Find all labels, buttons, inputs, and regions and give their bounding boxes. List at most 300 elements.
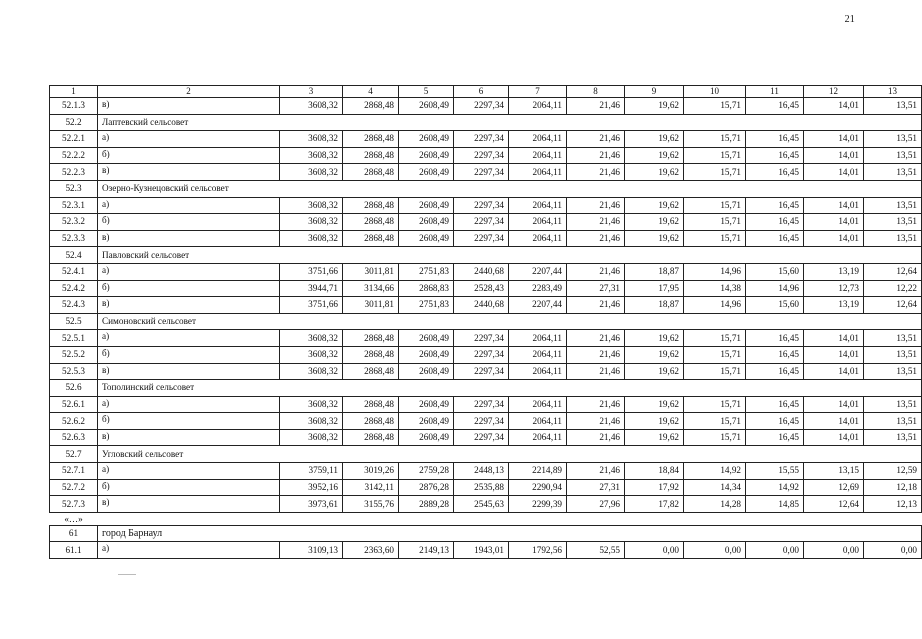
value-cell-col-11: 14,85 [746, 496, 804, 513]
section-row [50, 180, 922, 197]
value-cell-col-3: 3608,32 [280, 396, 343, 413]
value-cell-col-10: 15,71 [684, 363, 746, 380]
row-variant: а) [98, 131, 280, 148]
table-row [50, 131, 922, 148]
value-cell-col-13: 12,64 [864, 263, 922, 280]
table-row [50, 396, 922, 413]
value-cell-col-9: 19,62 [625, 230, 684, 247]
value-cell-col-5: 2876,28 [399, 479, 454, 496]
value-cell-col-5: 2608,49 [399, 396, 454, 413]
value-cell-col-4: 3155,76 [343, 496, 399, 513]
value-cell-col-13: 13,51 [864, 214, 922, 231]
table-row [50, 346, 922, 363]
value-cell-col-8: 21,46 [567, 147, 625, 164]
row-variant: а) [98, 542, 280, 559]
value-cell-col-12: 14,01 [804, 164, 864, 181]
value-cell-col-11: 16,45 [746, 330, 804, 347]
table-row [50, 197, 922, 214]
value-cell-col-12: 14,01 [804, 214, 864, 231]
table-row [50, 147, 922, 164]
value-cell-col-6: 2297,34 [454, 214, 509, 231]
value-cell-col-4: 3011,81 [343, 263, 399, 280]
value-cell-col-9: 17,82 [625, 496, 684, 513]
value-cell-col-11: 14,92 [746, 479, 804, 496]
table-row [50, 230, 922, 247]
row-code: 52.1.3 [50, 98, 98, 115]
section-name: Лаптевский сельсовет [98, 114, 922, 131]
value-cell-col-3: 3952,16 [280, 479, 343, 496]
value-cell-col-8: 21,46 [567, 131, 625, 148]
section-code: 52.2 [50, 114, 98, 131]
value-cell-col-13: 12,18 [864, 479, 922, 496]
value-cell-col-9: 18,87 [625, 263, 684, 280]
value-cell-col-8: 21,46 [567, 429, 625, 446]
value-cell-col-8: 21,46 [567, 363, 625, 380]
value-cell-col-8: 27,96 [567, 496, 625, 513]
tariff-table-container [49, 85, 917, 559]
column-header-10: 10 [684, 86, 746, 98]
value-cell-col-9: 0,00 [625, 542, 684, 559]
value-cell-col-3: 3608,32 [280, 413, 343, 430]
value-cell-col-11: 16,45 [746, 197, 804, 214]
value-cell-col-6: 2297,34 [454, 98, 509, 115]
value-cell-col-9: 19,62 [625, 98, 684, 115]
value-cell-col-6: 1943,01 [454, 542, 509, 559]
value-cell-col-9: 19,62 [625, 413, 684, 430]
value-cell-col-10: 15,71 [684, 214, 746, 231]
value-cell-col-8: 21,46 [567, 413, 625, 430]
row-code: 52.4.3 [50, 297, 98, 314]
value-cell-col-9: 19,62 [625, 429, 684, 446]
value-cell-col-10: 15,71 [684, 164, 746, 181]
value-cell-col-10: 14,96 [684, 297, 746, 314]
row-code: 52.3.2 [50, 214, 98, 231]
value-cell-col-8: 21,46 [567, 263, 625, 280]
value-cell-col-6: 2297,34 [454, 131, 509, 148]
section-code: 52.4 [50, 247, 98, 264]
omission-row [50, 512, 922, 525]
table-header [50, 86, 922, 98]
value-cell-col-12: 14,01 [804, 98, 864, 115]
row-variant: в) [98, 230, 280, 247]
table-row [50, 463, 922, 480]
column-header-1: 1 [50, 86, 98, 98]
value-cell-col-4: 2868,48 [343, 230, 399, 247]
value-cell-col-5: 2751,83 [399, 297, 454, 314]
value-cell-col-13: 13,51 [864, 396, 922, 413]
value-cell-col-13: 13,51 [864, 147, 922, 164]
value-cell-col-12: 13,15 [804, 463, 864, 480]
section-name: Симоновский сельсовет [98, 313, 922, 330]
value-cell-col-9: 19,62 [625, 164, 684, 181]
value-cell-col-7: 2283,49 [509, 280, 567, 297]
row-code: 52.6.3 [50, 429, 98, 446]
value-cell-col-11: 16,45 [746, 147, 804, 164]
value-cell-col-7: 2064,11 [509, 396, 567, 413]
value-cell-col-13: 12,13 [864, 496, 922, 513]
value-cell-col-3: 3608,32 [280, 147, 343, 164]
value-cell-col-4: 3011,81 [343, 297, 399, 314]
value-cell-col-8: 21,46 [567, 214, 625, 231]
row-variant: в) [98, 496, 280, 513]
value-cell-col-3: 3608,32 [280, 346, 343, 363]
value-cell-col-11: 16,45 [746, 230, 804, 247]
column-header-4: 4 [343, 86, 399, 98]
value-cell-col-13: 13,51 [864, 330, 922, 347]
value-cell-col-13: 13,51 [864, 346, 922, 363]
column-header-7: 7 [509, 86, 567, 98]
value-cell-col-10: 15,71 [684, 131, 746, 148]
value-cell-col-8: 21,46 [567, 297, 625, 314]
value-cell-col-10: 14,38 [684, 280, 746, 297]
row-variant: в) [98, 429, 280, 446]
omission-marker: «…» [64, 513, 83, 524]
row-variant: б) [98, 413, 280, 430]
value-cell-col-11: 0,00 [746, 542, 804, 559]
value-cell-col-5: 2759,28 [399, 463, 454, 480]
value-cell-col-12: 14,01 [804, 396, 864, 413]
row-code: 52.5.3 [50, 363, 98, 380]
value-cell-col-10: 15,71 [684, 396, 746, 413]
row-code: 52.5.2 [50, 346, 98, 363]
row-code: 52.2.3 [50, 164, 98, 181]
value-cell-col-11: 16,45 [746, 131, 804, 148]
value-cell-col-9: 19,62 [625, 363, 684, 380]
row-code: 52.4.1 [50, 263, 98, 280]
value-cell-col-7: 2064,11 [509, 164, 567, 181]
value-cell-col-8: 21,46 [567, 230, 625, 247]
value-cell-col-4: 2868,48 [343, 330, 399, 347]
column-header-3: 3 [280, 86, 343, 98]
value-cell-col-7: 2064,11 [509, 230, 567, 247]
value-cell-col-5: 2889,28 [399, 496, 454, 513]
value-cell-col-7: 2064,11 [509, 413, 567, 430]
section-row [50, 114, 922, 131]
value-cell-col-5: 2608,49 [399, 164, 454, 181]
table-row [50, 542, 922, 559]
value-cell-col-3: 3109,13 [280, 542, 343, 559]
value-cell-col-11: 16,45 [746, 164, 804, 181]
row-code: 52.6.2 [50, 413, 98, 430]
table-row [50, 330, 922, 347]
row-code: 52.7.2 [50, 479, 98, 496]
value-cell-col-6: 2528,43 [454, 280, 509, 297]
value-cell-col-10: 14,28 [684, 496, 746, 513]
row-variant: а) [98, 396, 280, 413]
value-cell-col-5: 2608,49 [399, 98, 454, 115]
row-code: 52.2.1 [50, 131, 98, 148]
value-cell-col-10: 0,00 [684, 542, 746, 559]
value-cell-col-3: 3608,32 [280, 230, 343, 247]
column-header-13: 13 [864, 86, 922, 98]
value-cell-col-4: 2868,48 [343, 413, 399, 430]
value-cell-col-10: 14,96 [684, 263, 746, 280]
value-cell-col-12: 13,19 [804, 263, 864, 280]
row-code: 52.7.1 [50, 463, 98, 480]
value-cell-col-9: 19,62 [625, 131, 684, 148]
value-cell-col-3: 3608,32 [280, 330, 343, 347]
value-cell-col-8: 21,46 [567, 330, 625, 347]
value-cell-col-7: 1792,56 [509, 542, 567, 559]
tariff-table [49, 85, 922, 559]
row-code: 61.1 [50, 542, 98, 559]
row-variant: а) [98, 263, 280, 280]
value-cell-col-7: 2064,11 [509, 330, 567, 347]
section-name: Павловский сельсовет [98, 247, 922, 264]
value-cell-col-12: 12,73 [804, 280, 864, 297]
row-code: 52.7.3 [50, 496, 98, 513]
value-cell-col-4: 2868,48 [343, 363, 399, 380]
table-row [50, 263, 922, 280]
column-header-2: 2 [98, 86, 280, 98]
value-cell-col-3: 3608,32 [280, 214, 343, 231]
value-cell-col-8: 21,46 [567, 346, 625, 363]
value-cell-col-5: 2608,49 [399, 346, 454, 363]
column-header-9: 9 [625, 86, 684, 98]
value-cell-col-9: 17,92 [625, 479, 684, 496]
value-cell-col-5: 2608,49 [399, 429, 454, 446]
value-cell-col-8: 21,46 [567, 98, 625, 115]
section-name: город Барнаул [98, 525, 922, 542]
value-cell-col-7: 2064,11 [509, 214, 567, 231]
value-cell-col-10: 15,71 [684, 429, 746, 446]
section-name: Озерно-Кузнецовский сельсовет [98, 180, 922, 197]
value-cell-col-10: 14,34 [684, 479, 746, 496]
value-cell-col-11: 16,45 [746, 396, 804, 413]
value-cell-col-7: 2064,11 [509, 429, 567, 446]
value-cell-col-13: 12,22 [864, 280, 922, 297]
value-cell-col-7: 2299,39 [509, 496, 567, 513]
table-row [50, 164, 922, 181]
value-cell-col-3: 3751,66 [280, 297, 343, 314]
value-cell-col-13: 13,51 [864, 230, 922, 247]
value-cell-col-12: 14,01 [804, 346, 864, 363]
column-header-5: 5 [399, 86, 454, 98]
value-cell-col-7: 2207,44 [509, 297, 567, 314]
row-variant: а) [98, 197, 280, 214]
value-cell-col-12: 0,00 [804, 542, 864, 559]
value-cell-col-4: 3019,26 [343, 463, 399, 480]
value-cell-col-3: 3973,61 [280, 496, 343, 513]
value-cell-col-5: 2608,49 [399, 197, 454, 214]
value-cell-col-9: 18,84 [625, 463, 684, 480]
row-variant: б) [98, 147, 280, 164]
value-cell-col-10: 15,71 [684, 330, 746, 347]
value-cell-col-10: 14,92 [684, 463, 746, 480]
value-cell-col-6: 2297,34 [454, 330, 509, 347]
value-cell-col-9: 19,62 [625, 330, 684, 347]
column-header-6: 6 [454, 86, 509, 98]
section-row [50, 380, 922, 397]
value-cell-col-4: 3134,66 [343, 280, 399, 297]
value-cell-col-8: 21,46 [567, 463, 625, 480]
table-row [50, 429, 922, 446]
value-cell-col-6: 2535,88 [454, 479, 509, 496]
value-cell-col-7: 2064,11 [509, 197, 567, 214]
city-section-row [50, 525, 922, 542]
value-cell-col-13: 13,51 [864, 131, 922, 148]
pencil-mark [118, 574, 136, 575]
value-cell-col-13: 13,51 [864, 164, 922, 181]
value-cell-col-6: 2440,68 [454, 297, 509, 314]
row-code: 52.3.3 [50, 230, 98, 247]
value-cell-col-3: 3944,71 [280, 280, 343, 297]
row-variant: б) [98, 214, 280, 231]
table-body [50, 98, 922, 559]
column-header-8: 8 [567, 86, 625, 98]
value-cell-col-3: 3608,32 [280, 429, 343, 446]
value-cell-col-13: 0,00 [864, 542, 922, 559]
table-row [50, 496, 922, 513]
value-cell-col-6: 2297,34 [454, 429, 509, 446]
value-cell-col-9: 19,62 [625, 214, 684, 231]
value-cell-col-9: 19,62 [625, 197, 684, 214]
value-cell-col-11: 16,45 [746, 429, 804, 446]
value-cell-col-3: 3608,32 [280, 131, 343, 148]
section-code: 61 [50, 525, 98, 542]
section-row [50, 446, 922, 463]
value-cell-col-4: 2868,48 [343, 98, 399, 115]
value-cell-col-5: 2608,49 [399, 363, 454, 380]
value-cell-col-7: 2290,94 [509, 479, 567, 496]
value-cell-col-12: 14,01 [804, 131, 864, 148]
value-cell-col-12: 14,01 [804, 330, 864, 347]
value-cell-col-6: 2297,34 [454, 164, 509, 181]
value-cell-col-4: 2868,48 [343, 164, 399, 181]
value-cell-col-9: 19,62 [625, 147, 684, 164]
omission-blank [98, 512, 922, 525]
section-name: Угловский сельсовет [98, 446, 922, 463]
value-cell-col-8: 52,55 [567, 542, 625, 559]
value-cell-col-12: 14,01 [804, 413, 864, 430]
value-cell-col-11: 14,96 [746, 280, 804, 297]
value-cell-col-13: 13,51 [864, 363, 922, 380]
column-header-11: 11 [746, 86, 804, 98]
value-cell-col-10: 15,71 [684, 413, 746, 430]
value-cell-col-11: 16,45 [746, 214, 804, 231]
value-cell-col-4: 3142,11 [343, 479, 399, 496]
value-cell-col-7: 2214,89 [509, 463, 567, 480]
value-cell-col-4: 2868,48 [343, 197, 399, 214]
value-cell-col-13: 13,51 [864, 413, 922, 430]
value-cell-col-12: 14,01 [804, 363, 864, 380]
value-cell-col-6: 2297,34 [454, 363, 509, 380]
value-cell-col-12: 12,69 [804, 479, 864, 496]
row-code: 52.6.1 [50, 396, 98, 413]
value-cell-col-12: 14,01 [804, 230, 864, 247]
value-cell-col-7: 2064,11 [509, 131, 567, 148]
value-cell-col-7: 2064,11 [509, 98, 567, 115]
value-cell-col-4: 2868,48 [343, 429, 399, 446]
row-variant: б) [98, 346, 280, 363]
value-cell-col-5: 2608,49 [399, 147, 454, 164]
value-cell-col-5: 2868,83 [399, 280, 454, 297]
value-cell-col-8: 27,31 [567, 479, 625, 496]
value-cell-col-11: 15,55 [746, 463, 804, 480]
value-cell-col-4: 2363,60 [343, 542, 399, 559]
section-code: 52.7 [50, 446, 98, 463]
value-cell-col-10: 15,71 [684, 98, 746, 115]
row-variant: в) [98, 98, 280, 115]
value-cell-col-6: 2297,34 [454, 147, 509, 164]
table-row [50, 280, 922, 297]
value-cell-col-13: 12,59 [864, 463, 922, 480]
value-cell-col-8: 21,46 [567, 164, 625, 181]
value-cell-col-3: 3608,32 [280, 197, 343, 214]
value-cell-col-12: 14,01 [804, 197, 864, 214]
value-cell-col-3: 3751,66 [280, 263, 343, 280]
row-code: 52.5.1 [50, 330, 98, 347]
row-code: 52.2.2 [50, 147, 98, 164]
value-cell-col-4: 2868,48 [343, 147, 399, 164]
value-cell-col-5: 2751,83 [399, 263, 454, 280]
value-cell-col-10: 15,71 [684, 230, 746, 247]
value-cell-col-12: 14,01 [804, 429, 864, 446]
value-cell-col-6: 2448,13 [454, 463, 509, 480]
value-cell-col-5: 2608,49 [399, 330, 454, 347]
value-cell-col-7: 2064,11 [509, 147, 567, 164]
value-cell-col-5: 2149,13 [399, 542, 454, 559]
value-cell-col-13: 13,51 [864, 98, 922, 115]
table-row [50, 214, 922, 231]
value-cell-col-9: 17,95 [625, 280, 684, 297]
value-cell-col-12: 13,19 [804, 297, 864, 314]
value-cell-col-10: 15,71 [684, 147, 746, 164]
page-number: 21 [844, 14, 855, 25]
value-cell-col-6: 2297,34 [454, 197, 509, 214]
value-cell-col-7: 2207,44 [509, 263, 567, 280]
row-variant: а) [98, 330, 280, 347]
value-cell-col-11: 16,45 [746, 363, 804, 380]
row-code: 52.3.1 [50, 197, 98, 214]
value-cell-col-9: 18,87 [625, 297, 684, 314]
table-row [50, 297, 922, 314]
value-cell-col-6: 2297,34 [454, 413, 509, 430]
table-row [50, 363, 922, 380]
value-cell-col-4: 2868,48 [343, 131, 399, 148]
value-cell-col-13: 13,51 [864, 197, 922, 214]
section-code: 52.3 [50, 180, 98, 197]
table-row [50, 98, 922, 115]
value-cell-col-9: 19,62 [625, 396, 684, 413]
value-cell-col-12: 12,64 [804, 496, 864, 513]
value-cell-col-13: 12,64 [864, 297, 922, 314]
value-cell-col-11: 15,60 [746, 263, 804, 280]
value-cell-col-5: 2608,49 [399, 214, 454, 231]
value-cell-col-3: 3608,32 [280, 363, 343, 380]
value-cell-col-9: 19,62 [625, 346, 684, 363]
value-cell-col-11: 15,60 [746, 297, 804, 314]
value-cell-col-7: 2064,11 [509, 363, 567, 380]
section-row [50, 313, 922, 330]
row-variant: б) [98, 479, 280, 496]
value-cell-col-11: 16,45 [746, 98, 804, 115]
section-row [50, 247, 922, 264]
value-cell-col-8: 21,46 [567, 396, 625, 413]
value-cell-col-4: 2868,48 [343, 214, 399, 231]
value-cell-col-8: 27,31 [567, 280, 625, 297]
value-cell-col-3: 3759,11 [280, 463, 343, 480]
section-code: 52.6 [50, 380, 98, 397]
value-cell-col-7: 2064,11 [509, 346, 567, 363]
value-cell-col-6: 2545,63 [454, 496, 509, 513]
row-variant: а) [98, 463, 280, 480]
value-cell-col-6: 2440,68 [454, 263, 509, 280]
value-cell-col-5: 2608,49 [399, 413, 454, 430]
value-cell-col-12: 14,01 [804, 147, 864, 164]
value-cell-col-6: 2297,34 [454, 346, 509, 363]
section-name: Тополинский сельсовет [98, 380, 922, 397]
